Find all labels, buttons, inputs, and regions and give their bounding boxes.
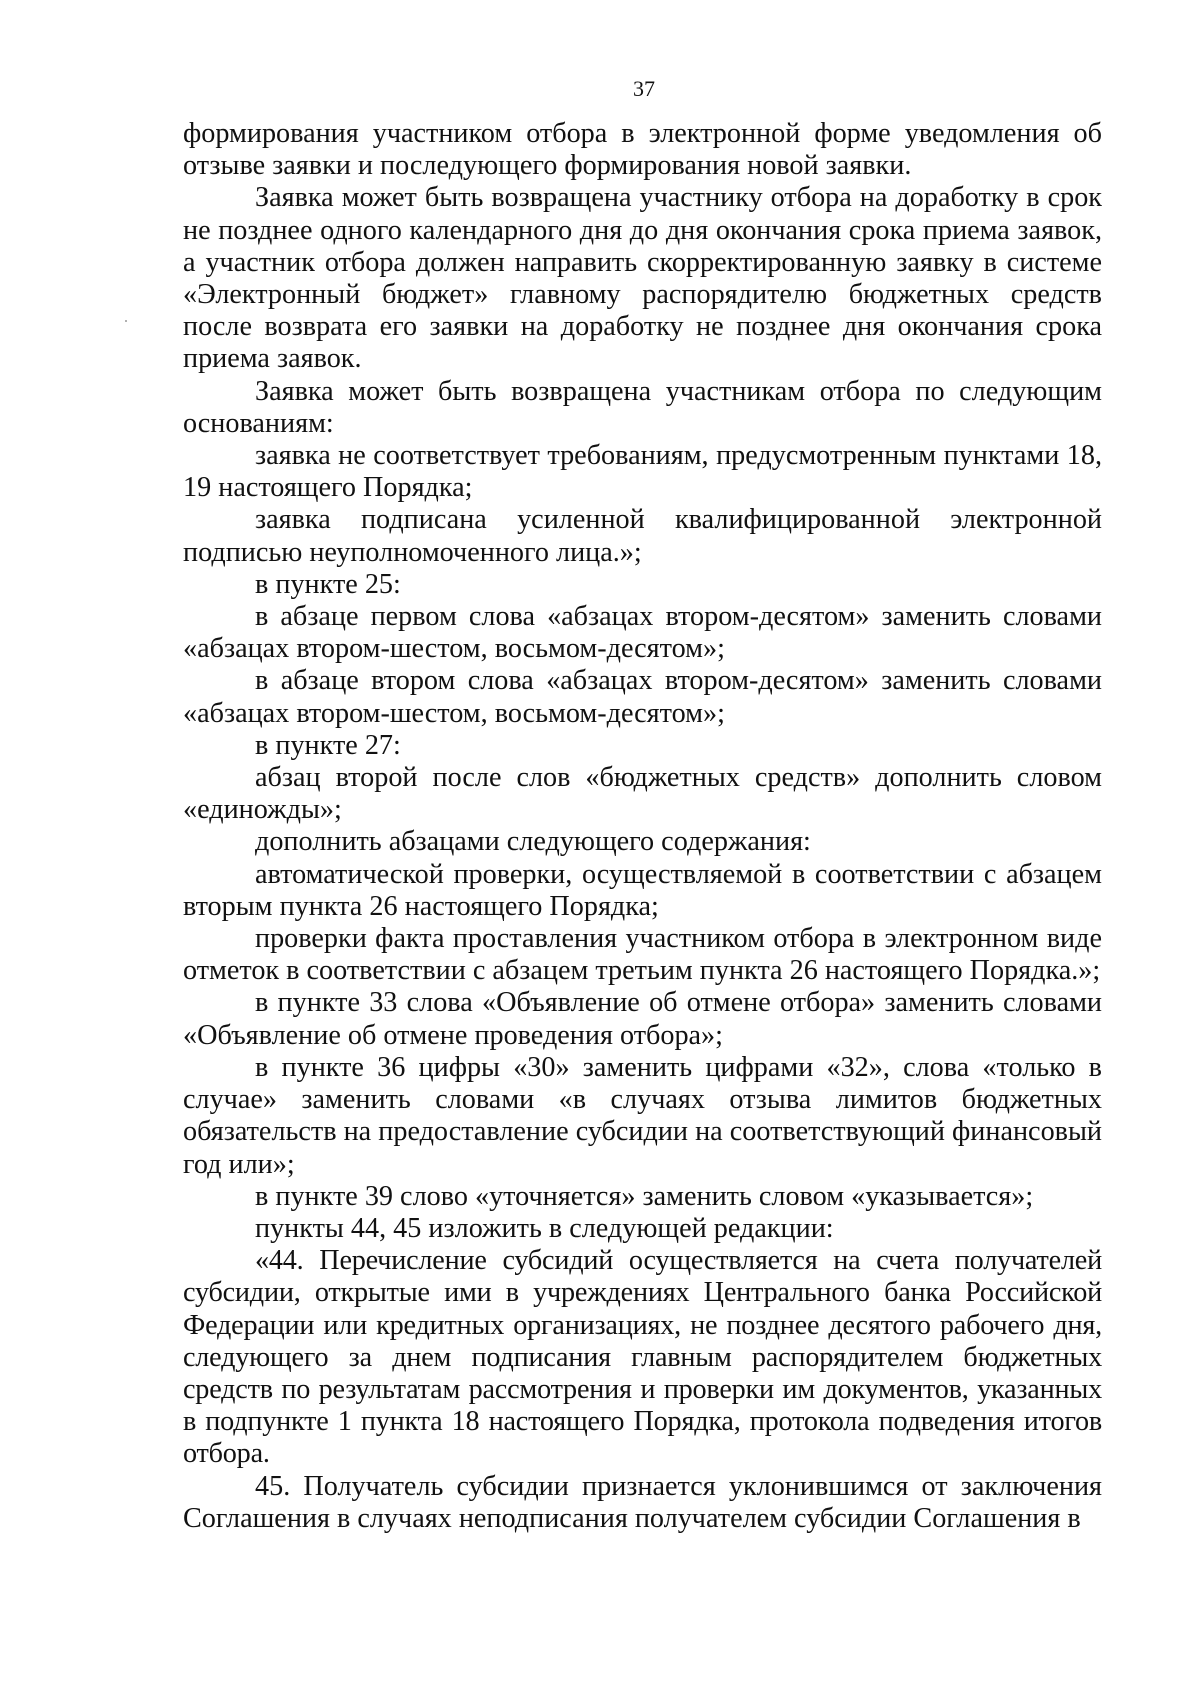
document-body bbox=[183, 118, 1102, 1535]
paragraph-once-addition: абзац второй после слов «бюджетных средств» дополнить словом «единожды»; bbox=[183, 762, 1102, 826]
paragraph-point-33: в пункте 33 слова «Объявление об отмене отбора» заменить словами «Объявление об отмене проведения отбора»; bbox=[183, 987, 1102, 1051]
paragraph-second-subparagraph: в абзаце втором слова «абзацах втором-десятом» заменить словами «абзацах втором-шестом, восьмом-десятом»; bbox=[183, 665, 1102, 729]
paragraph-add-subparagraphs: дополнить абзацами следующего содержания: bbox=[255, 826, 811, 858]
paragraph-first-subparagraph: в абзаце первом слова «абзацах втором-десятом» заменить словами «абзацах втором-шестом, восьмом-десятом»; bbox=[183, 601, 1102, 665]
paragraph-point-44: «44. Перечисление субсидий осуществляется на счета получателей субсидии, открытые ими в учреждениях Центрального банка Российской Федерации или кредитных организациях, не позднее десятого рабочего дня, следующего за днем подписания главным распорядителем бюджетных средств по результатам рассмотрения и проверки им документов, указанных в подпункте 1 пункта 18 настоящего Порядка, протокола подведения итогов отбора. bbox=[183, 1245, 1102, 1470]
paragraph-marks-check: проверки факта проставления участником отбора в электронном виде отметок в соответствии с абзацем третьим пункта 26 настоящего Порядка.»; bbox=[183, 923, 1102, 987]
paragraph-ground-signature: заявка подписана усиленной квалифицированной электронной подписью неуполномоченного лица.»; bbox=[183, 504, 1102, 568]
paragraph-return-for-revision: Заявка может быть возвращена участнику отбора на доработку в срок не позднее одного календарного дня до дня окончания срока приема заявок, а участник отбора должен направить скорректированную заявку в системе «Электронный бюджет» главному распорядителю бюджетных средств после возврата его заявки на доработку не позднее дня окончания срока приема заявок. bbox=[183, 182, 1102, 375]
paragraph-point-25: в пункте 25: bbox=[255, 568, 401, 600]
paragraph-continuation: формирования участником отбора в электронной форме уведомления об отзыве заявки и последующего формирования новой заявки. bbox=[183, 118, 1102, 182]
paragraph-return-grounds: Заявка может быть возвращена участникам отбора по следующим основаниям: bbox=[183, 375, 1102, 439]
scan-speck bbox=[125, 320, 127, 322]
paragraph-points-44-45: пункты 44, 45 изложить в следующей редакции: bbox=[255, 1212, 834, 1244]
paragraph-automatic-check: автоматической проверки, осуществляемой в соответствии с абзацем вторым пункта 26 настоящего Порядка; bbox=[183, 858, 1102, 922]
paragraph-point-39: в пункте 39 слово «уточняется» заменить словом «указывается»; bbox=[255, 1180, 1034, 1212]
paragraph-point-45: 45. Получатель субсидии признается уклонившимся от заключения Соглашения в случаях неподписания получателем субсидии Соглашения в bbox=[183, 1470, 1102, 1534]
page-number: 37 bbox=[633, 76, 655, 101]
paragraph-point-36: в пункте 36 цифры «30» заменить цифрами «32», слова «только в случае» заменить словами «в случаях отзыва лимитов бюджетных обязательств на предоставление субсидии на соответствующий финансовый год или»; bbox=[183, 1051, 1102, 1180]
paragraph-point-27: в пункте 27: bbox=[255, 729, 401, 761]
paragraph-ground-requirements: заявка не соответствует требованиям, предусмотренным пунктами 18, 19 настоящего Порядка; bbox=[183, 440, 1102, 504]
